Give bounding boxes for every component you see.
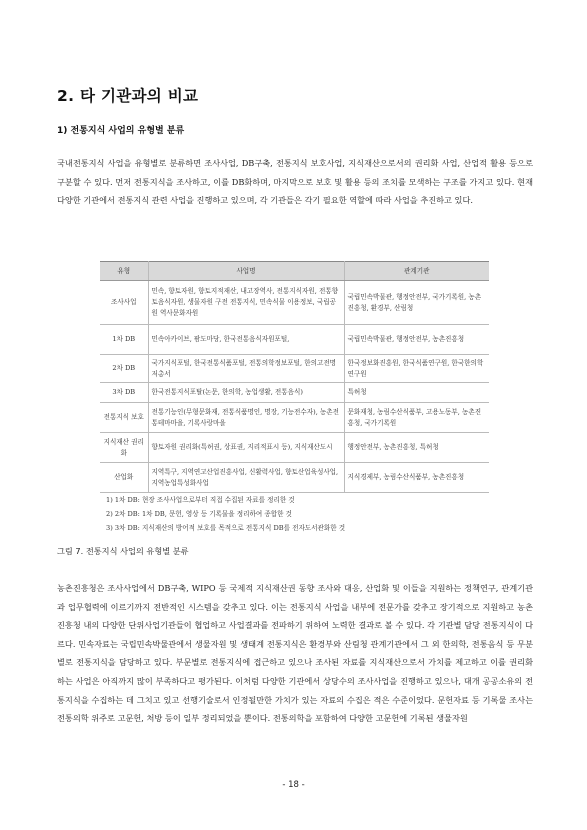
row-type: 조사사업 bbox=[100, 281, 148, 325]
row-business: 국가지식포털, 한국전통식품포털, 전통의학정보포털, 한의고전명저총서 bbox=[148, 355, 344, 383]
row-agency: 문화재청, 농림수산식품부, 고용노동부, 농촌진흥청, 국가기록원 bbox=[344, 403, 489, 433]
row-business: 향토자원 권리화(특허권, 상표권, 지리적표시 등), 지식재산도시 bbox=[148, 433, 344, 463]
row-agency: 행정안전부, 농촌진흥청, 특허청 bbox=[344, 433, 489, 463]
row-business: 민속, 향토자원, 향토지적재산, 내고장역사, 전통지식자원, 전통향토음식자원, 생물자원 구전 전통지식, 민속식물 이용정보, 국립공원 역사문화자원 bbox=[148, 281, 344, 325]
table-row bbox=[100, 433, 489, 463]
row-business: 한국전통지식포탈(논문, 한의학, 농업생활, 전통음식) bbox=[148, 383, 344, 403]
row-business: 민속아카이브, 팜도마당, 한국전통음식자원포털, bbox=[148, 325, 344, 355]
row-agency: 한국정보화진흥원, 한국식품연구원, 한국한의학연구원 bbox=[344, 355, 489, 383]
note-item: 1) 1차 DB: 현장 조사사업으로부터 직접 수집된 자료를 정리한 것 bbox=[106, 496, 295, 504]
note-item: 2) 2차 DB: 1차 DB, 문헌, 영상 등 기록물을 정리하여 종합한 것 bbox=[106, 510, 292, 518]
body-paragraph: 농촌진흥청은 조사사업에서 DB구축, WIPO 등 국제적 지식재산권 동향 조사와 대응, 산업화 및 이들을 지원하는 정책연구, 관계기관과 업무협력에 이르기까지 전반적인 시스템을 갖추고 있다. 이는 전통지식 사업을 내부에 전문가를 갖추고 장기적으로 지원하고 농촌진흥청 내의 다양한 단위사업기관들이 협업하고 사업결과를 전파하기 위하여 노력한 결과로 볼 수 있다. 각 기관별 담당 전통지식이 다르다. 민속자료는 국립민속박물관에서 생물자원 및 생태계 전통지식은 환경부와 산림청 관계기관에서 그 외 한의학, 전통음식 등 무분별로 전통지식을 담당하고 있다. 부문별로 전통지식에 접근하고 있으나 조사된 자료를 지식재산으로서 가치를 제고하고 이를 권리화 하는 사업은 아직까지 많이 부족하다고 평가된다. 이처럼 다양한 기관에서 상당수의 조사사업을 진행하고 있으나, 대개 공공소유의 전통지식을 수집하는 데 그치고 있고 선행기술로서 인정될만한 가치가 있는 자료의 수집은 적은 수준이었다. 문헌자료 등 기록물 조사는 전통의학 위주로 고문헌, 처방 등이 일부 정리되었을 뿐이다. 전통의학을 포함하여 다양한 고문헌에 기록된 생물자원 bbox=[57, 583, 533, 724]
intro-paragraph: 국내전통지식 사업을 유형별로 분류하면 조사사업, DB구축, 전통지식 보호사업, 지식재산으로서의 권리화 사업, 산업적 활용 등으로 구분할 수 있다. 먼저 전통지식을 조사하고, 이를 DB화하며, 마지막으로 보호 및 활용 등의 조치를 모색하는 구조를 가지고 있다. 현재 다양한 기관에서 전통지식 관련 사업을 진행하고 있으며, 각 기관들은 각기 필요한 역할에 따라 사업을 추진하고 있다. bbox=[57, 158, 533, 206]
header-agency: 관계기관 bbox=[344, 262, 489, 281]
row-type: 산업화 bbox=[100, 463, 148, 493]
row-type: 2차 DB bbox=[100, 355, 148, 383]
row-agency: 국립민속박물관, 행정안전부, 농촌진흥청 bbox=[344, 325, 489, 355]
section-title: 2. 타 기관과의 비교 bbox=[57, 87, 199, 105]
table-row bbox=[100, 281, 489, 325]
business-type-table bbox=[100, 261, 489, 493]
row-business: 전통기능인(무형문화재, 전통식품명인, 명장, 기능전수자), 농촌전통테마마을, 기록사랑마을 bbox=[148, 403, 344, 433]
table-row bbox=[100, 403, 489, 433]
table-header-row bbox=[100, 262, 489, 281]
header-business: 사업명 bbox=[148, 262, 344, 281]
table-row bbox=[100, 383, 489, 403]
row-type: 1차 DB bbox=[100, 325, 148, 355]
header-type: 유형 bbox=[100, 262, 148, 281]
table-row bbox=[100, 355, 489, 383]
row-agency: 특허청 bbox=[344, 383, 489, 403]
subsection-title: 1) 전통지식 사업의 유형별 분류 bbox=[57, 126, 185, 136]
row-agency: 국립민속박물관, 행정안전부, 국가기록원, 농촌진흥청, 환경부, 산림청 bbox=[344, 281, 489, 325]
row-business: 지역특구, 지역연고산업진흥사업, 신활력사업, 향토산업육성사업, 지역농업특성화사업 bbox=[148, 463, 344, 493]
row-agency: 지식경제부, 농림수산식품부, 농촌진흥청 bbox=[344, 463, 489, 493]
figure-caption: 그림 7. 전통지식 사업의 유형별 분류 bbox=[57, 546, 189, 556]
row-type: 지식재산 권리화 bbox=[100, 433, 148, 463]
table-row bbox=[100, 463, 489, 493]
note-item: 3) 3차 DB: 지식재산의 방어적 보호를 목적으로 전통지식 DB를 전자도서관화한 것 bbox=[106, 524, 346, 532]
table-notes bbox=[106, 493, 345, 535]
page-number: - 18 - bbox=[282, 780, 305, 790]
table-row bbox=[100, 325, 489, 355]
row-type: 3차 DB bbox=[100, 383, 148, 403]
row-type: 전통지식 보호 bbox=[100, 403, 148, 433]
